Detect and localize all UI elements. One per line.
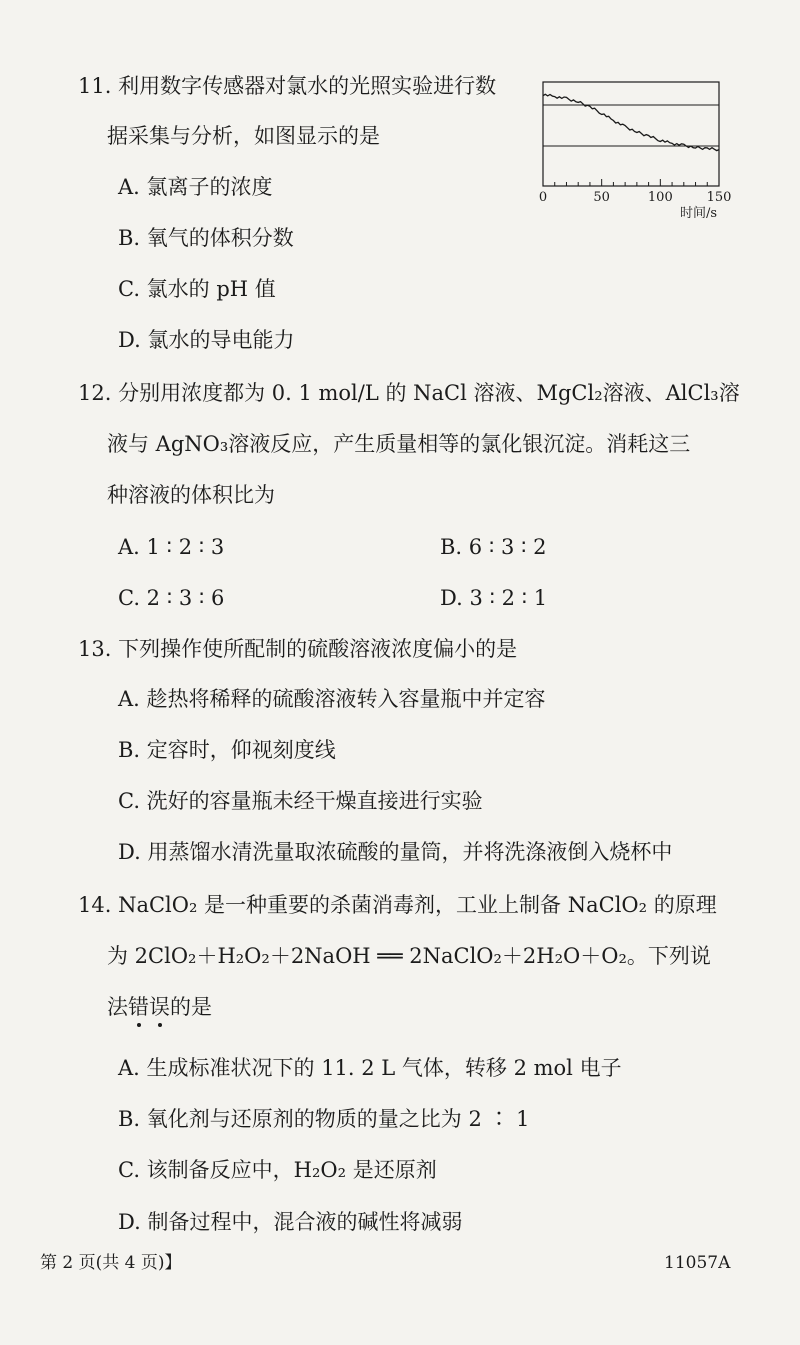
q11-option-d: D. 氯水的导电能力 (118, 328, 295, 352)
q12-option-a: A. 1 ∶ 2 ∶ 3 (118, 535, 225, 559)
chart-x-axis-label: 时间/s (679, 206, 717, 218)
q14-stem-text-a: 法 (107, 995, 128, 1019)
q14-option-d: D. 制备过程中，混合液的碱性将减弱 (118, 1210, 463, 1234)
q12-option-d: D. 3 ∶ 2 ∶ 1 (440, 586, 548, 610)
q11-stem-line1: 11. 利用数字传感器对氯水的光照实验进行数 (78, 74, 497, 98)
q13-stem: 13. 下列操作使所配制的硫酸溶液浓度偏小的是 (78, 637, 518, 661)
chart-tick-label-150: 150 (706, 190, 732, 205)
chart-x-ticks (543, 179, 719, 186)
q14-emphasis-char-2: 误 (149, 995, 170, 1019)
q12-option-c: C. 2 ∶ 3 ∶ 6 (118, 586, 225, 610)
chart-tick-label-100: 100 (647, 190, 673, 205)
q14-stem-line3 (107, 992, 212, 1022)
q13-option-a: A. 趁热将稀释的硫酸溶液转入容量瓶中并定容 (118, 687, 546, 711)
chart-tick-label-0: 0 (538, 190, 548, 205)
q12-option-b: B. 6 ∶ 3 ∶ 2 (440, 535, 547, 559)
q12-stem-line1: 12. 分别用浓度都为 0. 1 mol/L 的 NaCl 溶液、MgCl₂溶液、AlCl₃溶 (78, 381, 740, 405)
q14-stem-line1: 14. NaClO₂ 是一种重要的杀菌消毒剂，工业上制备 NaClO₂ 的原理 (78, 893, 717, 917)
q14-emphasis-char-1: 错 (128, 995, 149, 1019)
q11-option-b: B. 氧气的体积分数 (118, 226, 294, 250)
q14-option-c: C. 该制备反应中，H₂O₂ 是还原剂 (118, 1158, 437, 1182)
q12-stem-line3: 种溶液的体积比为 (107, 483, 275, 507)
chart-series-line (543, 94, 719, 150)
q13-option-c: C. 洗好的容量瓶未经干燥直接进行实验 (118, 789, 483, 813)
chart-frame (543, 82, 719, 186)
q11-stem-line2: 据采集与分析，如图显示的是 (107, 124, 380, 148)
sensor-line-chart (535, 78, 735, 218)
q14-option-a: A. 生成标准状况下的 11. 2 L 气体，转移 2 mol 电子 (118, 1056, 622, 1080)
q14-stem-line2: 为 2ClO₂＋H₂O₂＋2NaOH ══ 2NaClO₂＋2H₂O＋O₂。下列说 (107, 944, 711, 968)
chart-tick-label-50: 50 (593, 190, 610, 205)
q13-option-b: B. 定容时，仰视刻度线 (118, 738, 336, 762)
q12-stem-line2: 液与 AgNO₃溶液反应，产生质量相等的氯化银沉淀。消耗这三 (107, 432, 691, 456)
exam-code: 11057A (664, 1253, 731, 1273)
q14-option-b: B. 氧化剂与还原剂的物质的量之比为 2 ∶ 1 (118, 1107, 530, 1131)
q11-option-c: C. 氯水的 pH 值 (118, 277, 276, 301)
q14-stem-text-d: 的是 (170, 995, 212, 1019)
page-number: 第 2 页(共 4 页)】 (40, 1253, 182, 1273)
q13-option-d: D. 用蒸馏水清洗量取浓硫酸的量筒，并将洗涤液倒入烧杯中 (118, 840, 673, 864)
q11-option-a: A. 氯离子的浓度 (118, 175, 273, 199)
